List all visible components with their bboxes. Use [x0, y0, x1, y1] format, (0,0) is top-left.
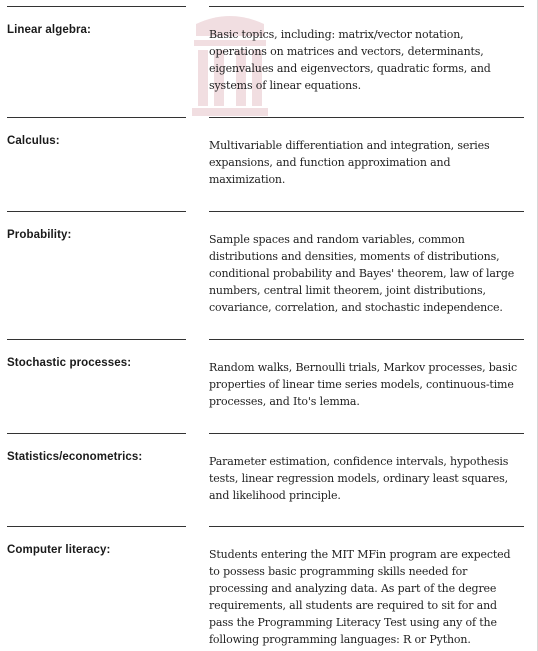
divider	[7, 6, 186, 7]
topic-description: Basic topics, including: matrix/vector notation, operations on matrices and vectors, determinants, eigenvalues and eigenvectors, quadratic forms, and systems of linear equations.	[209, 28, 491, 92]
topic-label: Linear algebra:	[7, 24, 91, 36]
topic-description: Multivariable differentiation and integration, series expansions, and function approximation and maximization.	[209, 139, 490, 186]
divider	[7, 117, 186, 118]
divider	[209, 6, 524, 7]
divider	[7, 211, 186, 212]
divider	[209, 433, 524, 434]
topic-label: Probability:	[7, 229, 72, 241]
divider	[209, 339, 524, 340]
topic-description: Parameter estimation, confidence intervals, hypothesis tests, linear regression models, ordinary least squares, and likelihood principle.	[209, 455, 509, 502]
topic-label: Computer literacy:	[7, 544, 111, 556]
topic-description: Students entering the MIT MFin program are expected to possess basic programming skills needed for processing and analyzing data. As part of the degree requirements, all students are required to sit for and pass the Programming Literacy Test using any of the following programming languages: R or Python.	[209, 548, 511, 646]
divider	[7, 339, 186, 340]
divider	[209, 117, 524, 118]
divider	[7, 526, 186, 527]
divider	[209, 211, 524, 212]
divider	[209, 526, 524, 527]
topic-label: Statistics/econometrics:	[7, 451, 143, 463]
topic-description: Random walks, Bernoulli trials, Markov processes, basic properties of linear time series models, continuous-time processes, and Ito's lemma.	[209, 361, 517, 408]
topic-label: Calculus:	[7, 135, 60, 147]
topic-description: Sample spaces and random variables, common distributions and densities, moments of distributions, conditional probability and Bayes' theorem, law of large numbers, central limit theorem, joint distributions, covariance, correlation, and stochastic independence.	[209, 233, 515, 314]
divider	[7, 433, 186, 434]
topic-label: Stochastic processes:	[7, 357, 132, 369]
